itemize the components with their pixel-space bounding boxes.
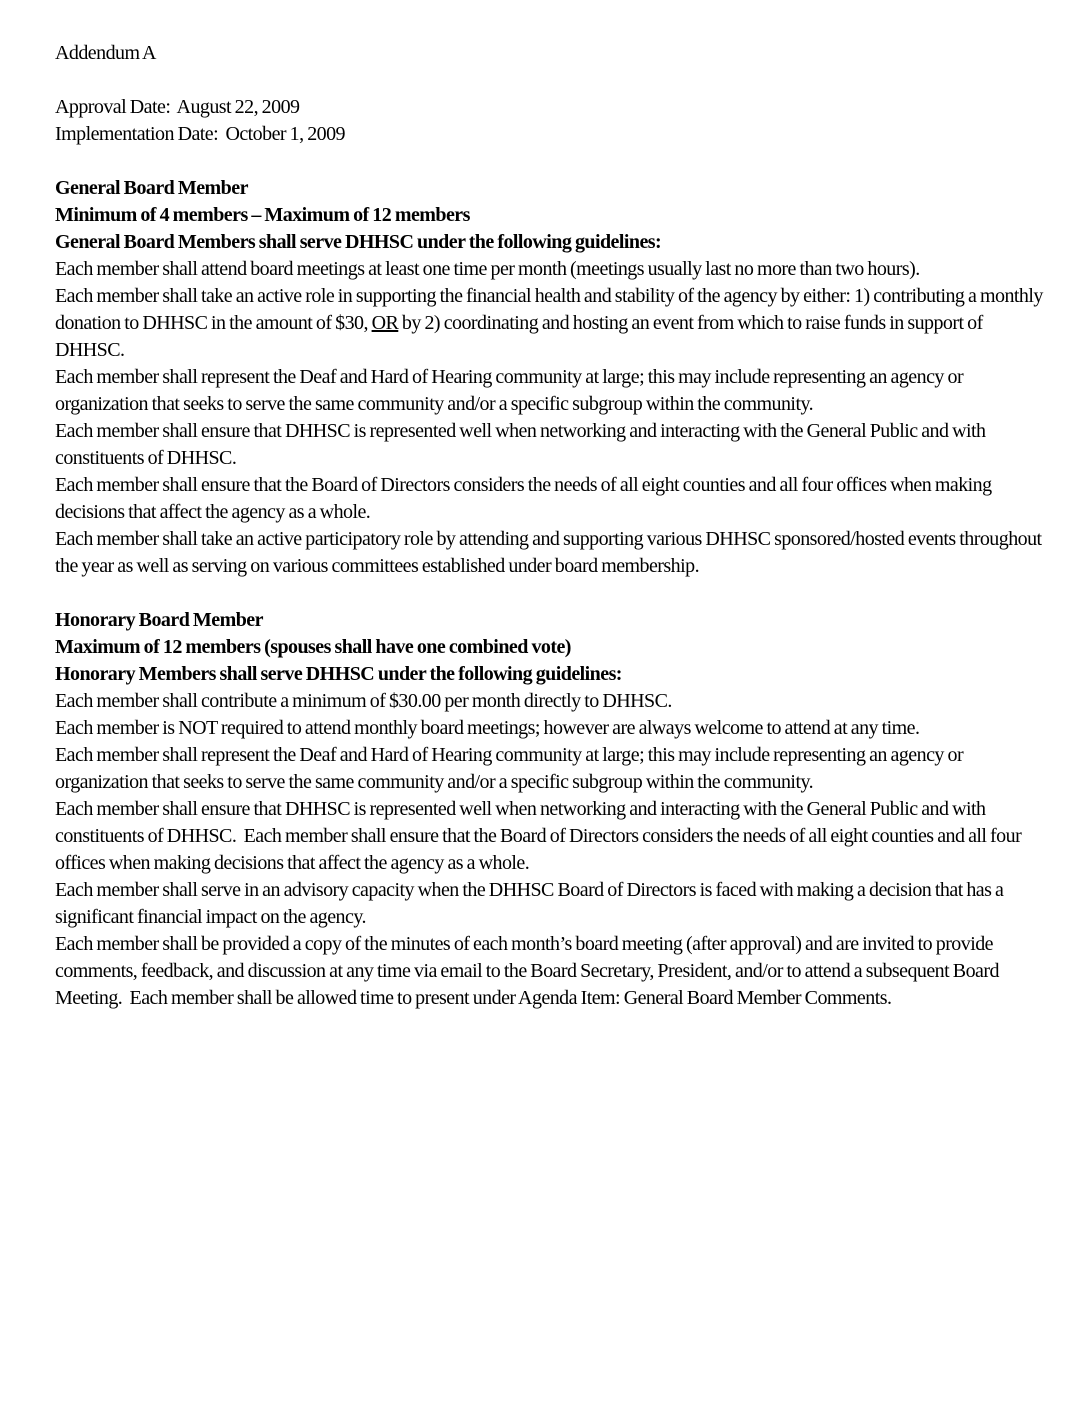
paragraph-text: Each member shall serve in an advisory capacity when the DHHSC Board of Directors is faced with making a decision that has a significant financial impact on the agency. [55, 879, 1007, 928]
paragraph-text: Each member is NOT required to attend monthly board meetings; however are always welcome to attend at any time. [55, 717, 920, 739]
paragraph-text: Each member shall take an active role in supporting the financial health and stability of the agency by either: 1) contributing a monthly donation to DHHSC in the amount of $30, [55, 285, 1047, 334]
paragraph [55, 256, 1050, 283]
section-heading: Honorary Members shall serve DHHSC under the following guidelines: [55, 663, 622, 685]
paragraph-text: Each member shall attend board meetings at least one time per month (meetings usually last no more than two hours). [55, 258, 920, 280]
paragraph [55, 364, 1050, 418]
section-heading: General Board Member [55, 177, 248, 199]
section-heading: Maximum of 12 members (spouses shall have one combined vote) [55, 636, 571, 658]
paragraph-text: Each member shall be provided a copy of the minutes of each month’s board meeting (after approval) and are invited to provide comments, feedback, and discussion at any time via email to the Board Secretary, President, and/or to attend a subsequent Board Meeting. Each member shall be allowed time to present under Agenda Item: General Board Member Comments. [55, 933, 1003, 1009]
paragraph [55, 877, 1050, 931]
honorary-board-member-section [55, 607, 1050, 1012]
section-heading: Minimum of 4 members – Maximum of 12 members [55, 204, 470, 226]
document-sections [55, 175, 1050, 1012]
paragraph-text: Each member shall contribute a minimum of $30.00 per month directly to DHHSC. [55, 690, 672, 712]
date-block [55, 94, 1050, 148]
paragraph-text: Each member shall represent the Deaf and Hard of Hearing community at large; this may include representing an agency or organization that seeks to serve the same community and/or a specific subgroup within the community. [55, 744, 967, 793]
paragraph [55, 283, 1050, 364]
underlined-text: OR [371, 312, 399, 334]
paragraph [55, 526, 1050, 580]
paragraph-text: Each member shall ensure that DHHSC is represented well when networking and interacting with the General Public and with constituents of DHHSC. Each member shall ensure that the Board of Directors considers the needs of all eight counties and all four offices when making decisions that affect the agency as a whole. [55, 798, 1025, 874]
implementation-date-line: Implementation Date: October 1, 2009 [55, 123, 346, 145]
paragraph [55, 472, 1050, 526]
paragraph [55, 715, 1050, 742]
general-board-member-section [55, 175, 1050, 580]
paragraph [55, 931, 1050, 1012]
paragraph-text: Each member shall ensure that DHHSC is represented well when networking and interacting with the General Public and with constituents of DHHSC. [55, 420, 990, 469]
paragraph-text: Each member shall take an active participatory role by attending and supporting various DHHSC sponsored/hosted events throughout the year as well as serving on various committees established under board membership. [55, 528, 1046, 577]
paragraph-text: Each member shall ensure that the Board of Directors considers the needs of all eight counties and all four offices when making decisions that affect the agency as a whole. [55, 474, 996, 523]
paragraph-text: by 2) coordinating and hosting an event from which to raise funds in support of DHHSC. [55, 312, 987, 361]
section-heading: General Board Members shall serve DHHSC under the following guidelines: [55, 231, 662, 253]
section-heading: Honorary Board Member [55, 609, 263, 631]
paragraph [55, 796, 1050, 877]
document-title: Addendum A [55, 42, 156, 64]
approval-date-line: Approval Date: August 22, 2009 [55, 96, 300, 118]
paragraph-text: Each member shall represent the Deaf and Hard of Hearing community at large; this may include representing an agency or organization that seeks to serve the same community and/or a specific subgroup within the community. [55, 366, 967, 415]
paragraph [55, 742, 1050, 796]
paragraph [55, 688, 1050, 715]
paragraph [55, 418, 1050, 472]
